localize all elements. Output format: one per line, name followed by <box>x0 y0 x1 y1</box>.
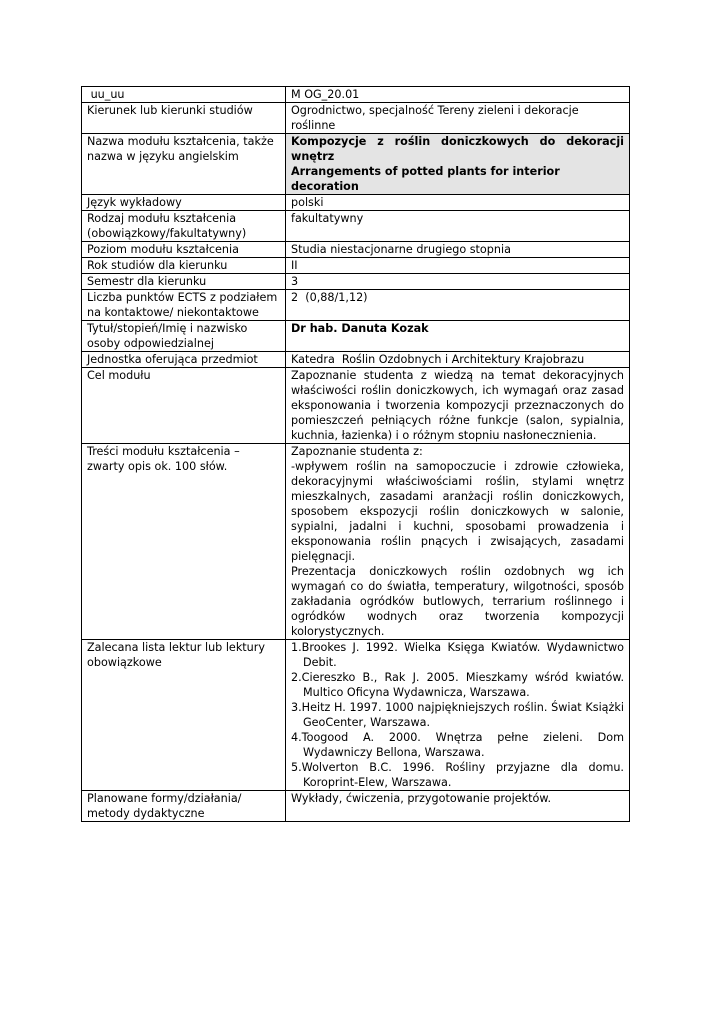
literature-item: 3.Heitz H. 1997. 1000 najpiękniejszych roślin. Świat Książki GeoCenter, Warszawa. <box>291 701 624 729</box>
literature-list <box>291 640 624 790</box>
row-value-unit: Katedra Roślin Ozdobnych i Architektury Krajobrazu <box>286 352 630 368</box>
table-row <box>82 87 630 103</box>
row-label-code: uu_uu <box>82 87 286 103</box>
row-value-person: Dr hab. Danuta Kozak <box>286 321 630 352</box>
row-label-goal: Cel modułu <box>82 368 286 444</box>
table-row <box>82 352 630 368</box>
row-label-methods: Planowane formy/działania/ metody dydaktyczne <box>82 791 286 822</box>
row-value-type: fakultatywny <box>286 211 630 242</box>
row-value-level: Studia niestacjonarne drugiego stopnia <box>286 242 630 258</box>
row-label-literature: Zalecana lista lektur lub lektury obowiązkowe <box>82 640 286 791</box>
row-label-level: Poziom modułu kształcenia <box>82 242 286 258</box>
row-value-year: II <box>286 258 630 274</box>
row-value-language: polski <box>286 195 630 211</box>
row-label-unit: Jednostka oferująca przedmiot <box>82 352 286 368</box>
literature-item: 2.Ciereszko B., Rak J. 2005. Mieszkamy wśród kwiatów. Multico Oficyna Wydawnicza, Warszawa. <box>291 671 624 699</box>
content-paragraph: Prezentacja doniczkowych roślin ozdobnych wg ich wymagań co do światła, temperatury, wilgotności, sposób zakładania ogródków butlowych, terrarium roślinnego i ogródków wodnych oraz tworzenia kompozycji kolorystycznych. <box>291 565 624 638</box>
row-label-type: Rodzaj modułu kształcenia (obowiązkowy/fakultatywny) <box>82 211 286 242</box>
row-label-semester: Semestr dla kierunku <box>82 274 286 290</box>
row-value-content <box>286 444 630 640</box>
row-value-methods: Wykłady, ćwiczenia, przygotowanie projektów. <box>286 791 630 822</box>
row-value-module-name <box>286 134 630 195</box>
content-intro: Zapoznanie studenta z: <box>291 445 423 458</box>
row-value-goal: Zapoznanie studenta z wiedzą na temat dekoracyjnych właściwości roślin doniczkowych, ich wymagań oraz zasad eksponowania i tworzenia kompozycji przeznaczonych do pomieszczeń pełniących różne funkcje (salon, sypialnia, kuchnia, łazienka) i o różnym stopniu nasłonecznienia. <box>286 368 630 444</box>
row-label-person: Tytuł/stopień/Imię i nazwisko osoby odpowiedzialnej <box>82 321 286 352</box>
row-label-field: Kierunek lub kierunki studiów <box>82 103 286 134</box>
row-label-ects: Liczba punktów ECTS z podziałem na kontaktowe/ niekontaktowe <box>82 290 286 321</box>
row-value-literature <box>286 640 630 791</box>
module-name-english: Arrangements of potted plants for interior decoration <box>291 165 560 193</box>
table-row <box>82 444 630 640</box>
table-row <box>82 321 630 352</box>
table-row <box>82 274 630 290</box>
content-paragraph: -wpływem roślin na samopoczucie i zdrowie człowieka, dekoracyjnymi właściwościami roślin, stylami wnętrz mieszkalnych, zasadami aranżacji roślin doniczkowych, sposobem ekspozycji roślin doniczkowych w salonie, sypialni, jadalni i kuchni, sposobami prowadzenia i eksponowania roślin pnących i zwisających, zasadami pielęgnacji. <box>291 460 624 563</box>
table-row <box>82 290 630 321</box>
table-row <box>82 368 630 444</box>
module-syllabus-table <box>81 86 630 822</box>
table-row <box>82 242 630 258</box>
table-row <box>82 103 630 134</box>
row-value-code: M OG_20.01 <box>286 87 630 103</box>
row-value-field: Ogrodnictwo, specjalność Tereny zieleni i dekoracje roślinne <box>286 103 630 134</box>
table-row <box>82 640 630 791</box>
row-value-ects: 2 (0,88/1,12) <box>286 290 630 321</box>
table-row <box>82 195 630 211</box>
table-row <box>82 258 630 274</box>
table-row <box>82 791 630 822</box>
literature-item: 5.Wolverton B.C. 1996. Rośliny przyjazne dla domu. Koroprint-Elew, Warszawa. <box>291 761 624 789</box>
literature-item: 4.Toogood A. 2000. Wnętrza pełne zieleni. Dom Wydawniczy Bellona, Warszawa. <box>291 731 624 759</box>
module-name-polish: Kompozycje z roślin doniczkowych do dekoracji wnętrz <box>291 135 624 163</box>
row-label-content: Treści modułu kształcenia – zwarty opis ok. 100 słów. <box>82 444 286 640</box>
table-row <box>82 211 630 242</box>
table-row <box>82 134 630 195</box>
row-label-language: Język wykładowy <box>82 195 286 211</box>
row-label-year: Rok studiów dla kierunku <box>82 258 286 274</box>
row-value-semester: 3 <box>286 274 630 290</box>
row-label-module-name: Nazwa modułu kształcenia, także nazwa w języku angielskim <box>82 134 286 195</box>
literature-item: 1.Brookes J. 1992. Wielka Księga Kwiatów. Wydawnictwo Debit. <box>291 641 624 669</box>
